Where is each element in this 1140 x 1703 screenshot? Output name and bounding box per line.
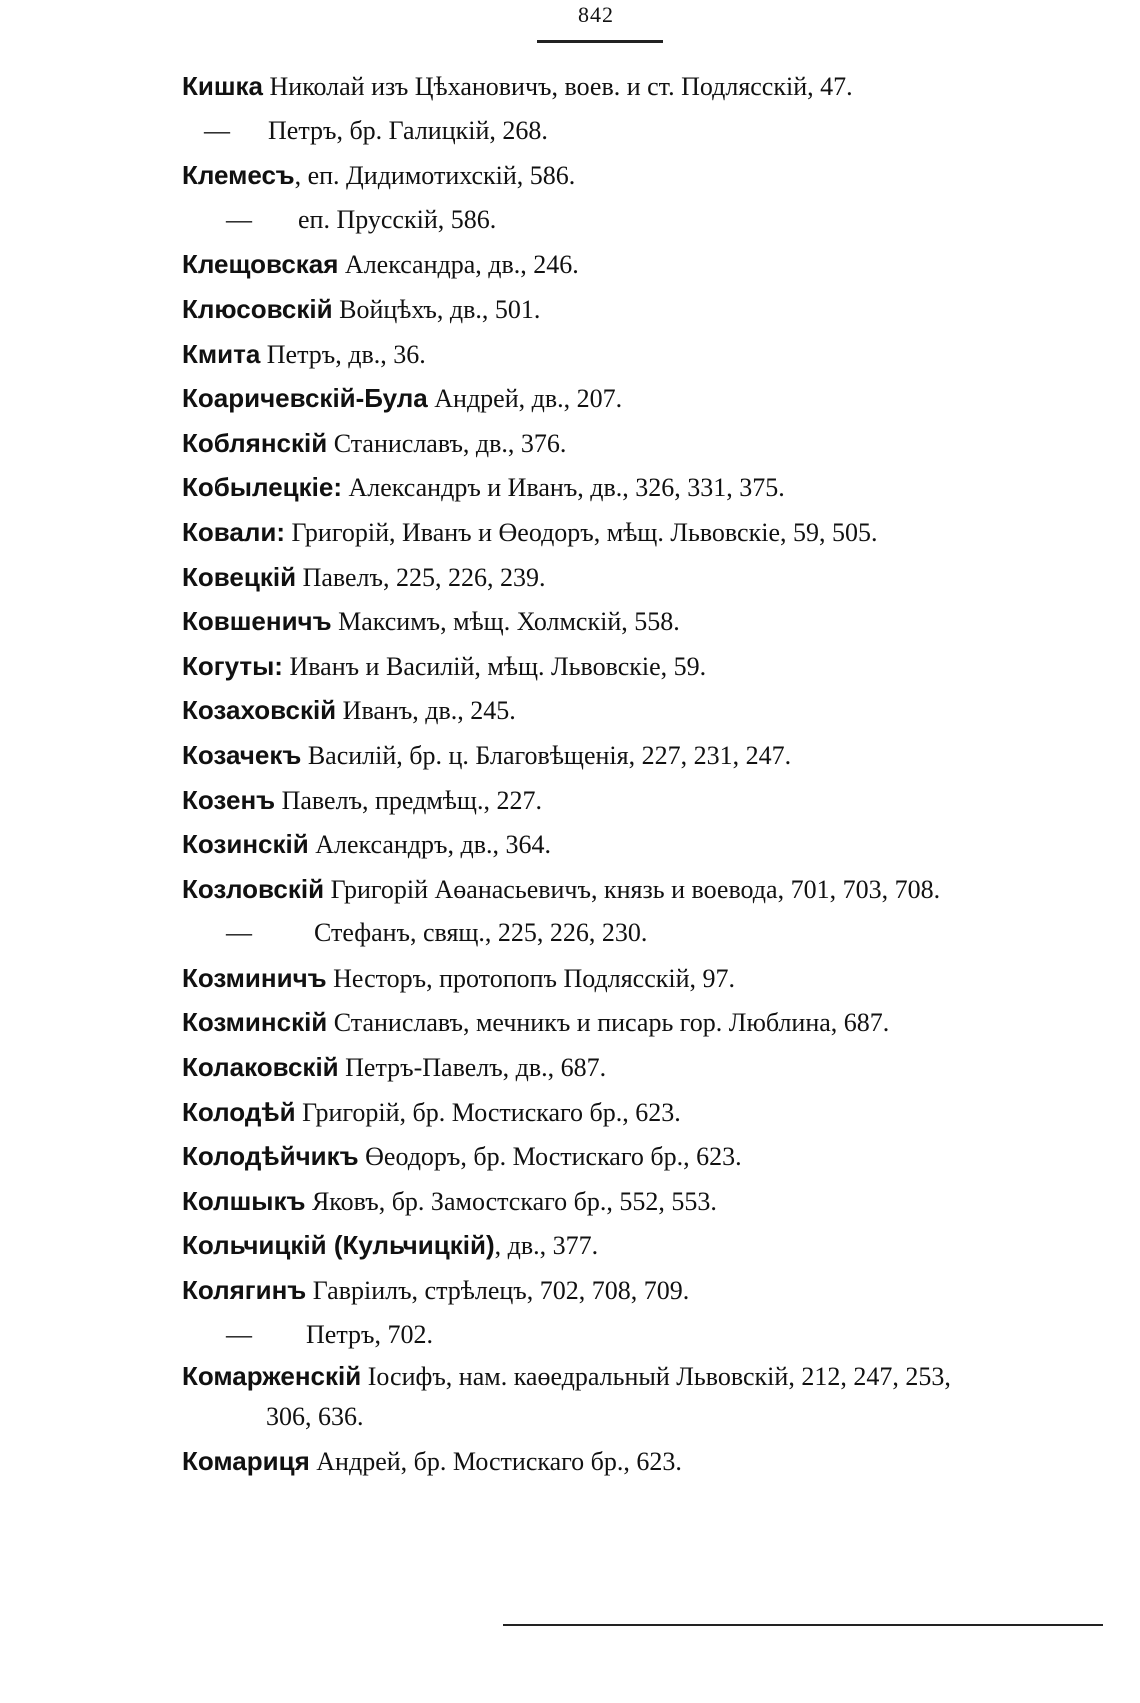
entry-headword: Кишка xyxy=(182,71,263,101)
entry-text: Несторъ, протопопъ Подлясскій, 97. xyxy=(326,963,736,993)
entry-text: еп. Прусскій, 586. xyxy=(298,204,497,234)
entry-headword: Козминичъ xyxy=(182,962,327,993)
entry-text: Александра, дв., 246. xyxy=(338,250,579,280)
entry-text: Максимъ, мѣщ. Холмскій, 558. xyxy=(331,607,680,637)
entry-dash: — xyxy=(226,1319,252,1349)
entry-text: Андрей, дв., 207. xyxy=(427,384,623,414)
entry-text: Василій, бр. ц. Благовѣщенія, 227, 231, 247. xyxy=(301,740,792,770)
entry-text: Стефанъ, свящ., 225, 226, 230. xyxy=(314,918,648,948)
index-entry xyxy=(0,332,1140,377)
entry-headword: Колодѣйчикъ xyxy=(182,1141,359,1172)
index-entry xyxy=(0,1000,1140,1045)
entry-text: Петръ, 702. xyxy=(306,1319,433,1349)
entry-text: Павелъ, предмѣщ., 227. xyxy=(275,785,542,815)
entry-headword: Ковшеничъ xyxy=(182,606,332,637)
index-entry xyxy=(0,778,1140,823)
index-entry xyxy=(0,733,1140,778)
entry-headword: Ковали: xyxy=(182,516,286,547)
entry-text: Петръ-Павелъ, дв., 687. xyxy=(338,1053,607,1083)
entry-text: Григорій Аөанасьевичъ, князь и воевода, 701, 703, 708. xyxy=(324,874,941,904)
entry-headword: Когуты: xyxy=(182,650,283,681)
entry-headword: Клемесъ xyxy=(182,160,295,191)
index-entry xyxy=(0,153,1140,198)
entry-headword: Колшыкъ xyxy=(182,1185,306,1216)
index-entries xyxy=(0,64,1140,1484)
index-entry xyxy=(0,555,1140,600)
index-entry xyxy=(0,1439,1140,1484)
entry-headword: Колодѣй xyxy=(182,1096,296,1127)
index-entry xyxy=(0,64,1140,109)
index-entry xyxy=(0,510,1140,555)
entry-headword: Козаховскій xyxy=(182,695,337,726)
entry-text: 306, 636. xyxy=(266,1402,364,1432)
entry-text: Яковъ, бр. Замостскаго бр., 552, 553. xyxy=(305,1186,717,1216)
entry-headword: Клюсовскій xyxy=(182,293,333,324)
entry-text: Войцѣхъ, дв., 501. xyxy=(332,294,541,324)
entry-headword: Коблянскій xyxy=(182,427,328,458)
entry-text: Александръ, дв., 364. xyxy=(308,830,551,860)
index-entry xyxy=(0,376,1140,421)
index-entry xyxy=(0,1045,1140,1090)
entry-headword: Козинскій xyxy=(182,829,309,860)
entry-headword: Козминскій xyxy=(182,1007,328,1038)
index-entry xyxy=(0,465,1140,510)
entry-dash: — xyxy=(226,204,252,234)
entry-headword: Коаричевскій-Була xyxy=(182,383,428,414)
index-entry xyxy=(0,688,1140,733)
index-entry xyxy=(0,198,1140,243)
entry-text: Павелъ, 225, 226, 239. xyxy=(296,562,546,592)
entry-text: Станиславъ, мечникъ и писарь гор. Люблина, 687. xyxy=(327,1008,890,1038)
index-entry xyxy=(0,1223,1140,1268)
entry-headword: Колаковскій xyxy=(182,1052,339,1083)
index-entry xyxy=(0,1134,1140,1179)
entry-headword: Колягинъ xyxy=(182,1275,307,1306)
entry-text: Өеодоръ, бр. Мостискаго бр., 623. xyxy=(358,1142,742,1172)
entry-headword: Кобылецкіе: xyxy=(182,472,342,503)
entry-headword: Комарженскій xyxy=(182,1361,362,1392)
entry-text: Петръ, бр. Галицкій, 268. xyxy=(268,115,548,145)
entry-text: , дв., 377. xyxy=(494,1231,599,1261)
entry-headword: Козачекъ xyxy=(182,739,302,770)
index-entry xyxy=(0,1090,1140,1135)
index-entry xyxy=(0,911,1140,956)
entry-dash: — xyxy=(204,115,230,145)
entry-headword: Козенъ xyxy=(182,784,276,815)
entry-text: Петръ, дв., 36. xyxy=(260,339,426,369)
index-entry-continuation xyxy=(0,1395,1140,1439)
index-entry xyxy=(0,1357,1140,1395)
entry-headword: Клещовская xyxy=(182,249,339,280)
index-entry xyxy=(0,867,1140,912)
entry-headword: Ковецкій xyxy=(182,561,297,592)
entry-text: Иванъ и Василій, мѣщ. Львовскіе, 59. xyxy=(282,651,707,681)
entry-text: Иванъ, дв., 245. xyxy=(336,696,516,726)
entry-headword: Комариця xyxy=(182,1446,310,1477)
index-entry xyxy=(0,1179,1140,1224)
index-entry xyxy=(0,421,1140,466)
entry-text: Александръ и Иванъ, дв., 326, 331, 375. xyxy=(342,473,785,503)
entry-dash: — xyxy=(226,918,252,948)
index-entry xyxy=(0,242,1140,287)
entry-text: Станиславъ, дв., 376. xyxy=(327,428,567,458)
index-entry xyxy=(0,599,1140,644)
entry-text: Григорій, Иванъ и Өеодоръ, мѣщ. Львовскіе, 59, 505. xyxy=(285,517,878,547)
page-number-rule xyxy=(537,40,663,43)
entry-text: Андрей, бр. Мостискаго бр., 623. xyxy=(309,1447,682,1477)
index-entry xyxy=(0,822,1140,867)
page-number: 842 xyxy=(578,2,614,27)
entry-headword: Козловскій xyxy=(182,873,325,904)
entry-text: Іосифъ, нам. каөедральный Львовскій, 212, 247, 253, xyxy=(361,1362,951,1392)
entry-headword: Кольчицкій (Кульчицкій) xyxy=(182,1230,495,1261)
index-entry xyxy=(0,287,1140,332)
index-entry xyxy=(0,109,1140,154)
bottom-rule xyxy=(503,1624,1103,1626)
entry-headword: Кмита xyxy=(182,338,261,369)
entry-text: , еп. Дидимотихскій, 586. xyxy=(294,161,576,191)
index-entry xyxy=(0,1313,1140,1358)
index-entry xyxy=(0,1268,1140,1313)
entry-text: Григорій, бр. Мостискаго бр., 623. xyxy=(295,1097,681,1127)
index-entry xyxy=(0,956,1140,1001)
entry-text: Гавріилъ, стрѣлецъ, 702, 708, 709. xyxy=(306,1276,690,1306)
index-entry xyxy=(0,644,1140,689)
entry-text: Николай изъ Цѣхановичъ, воев. и ст. Подлясскій, 47. xyxy=(263,72,853,101)
